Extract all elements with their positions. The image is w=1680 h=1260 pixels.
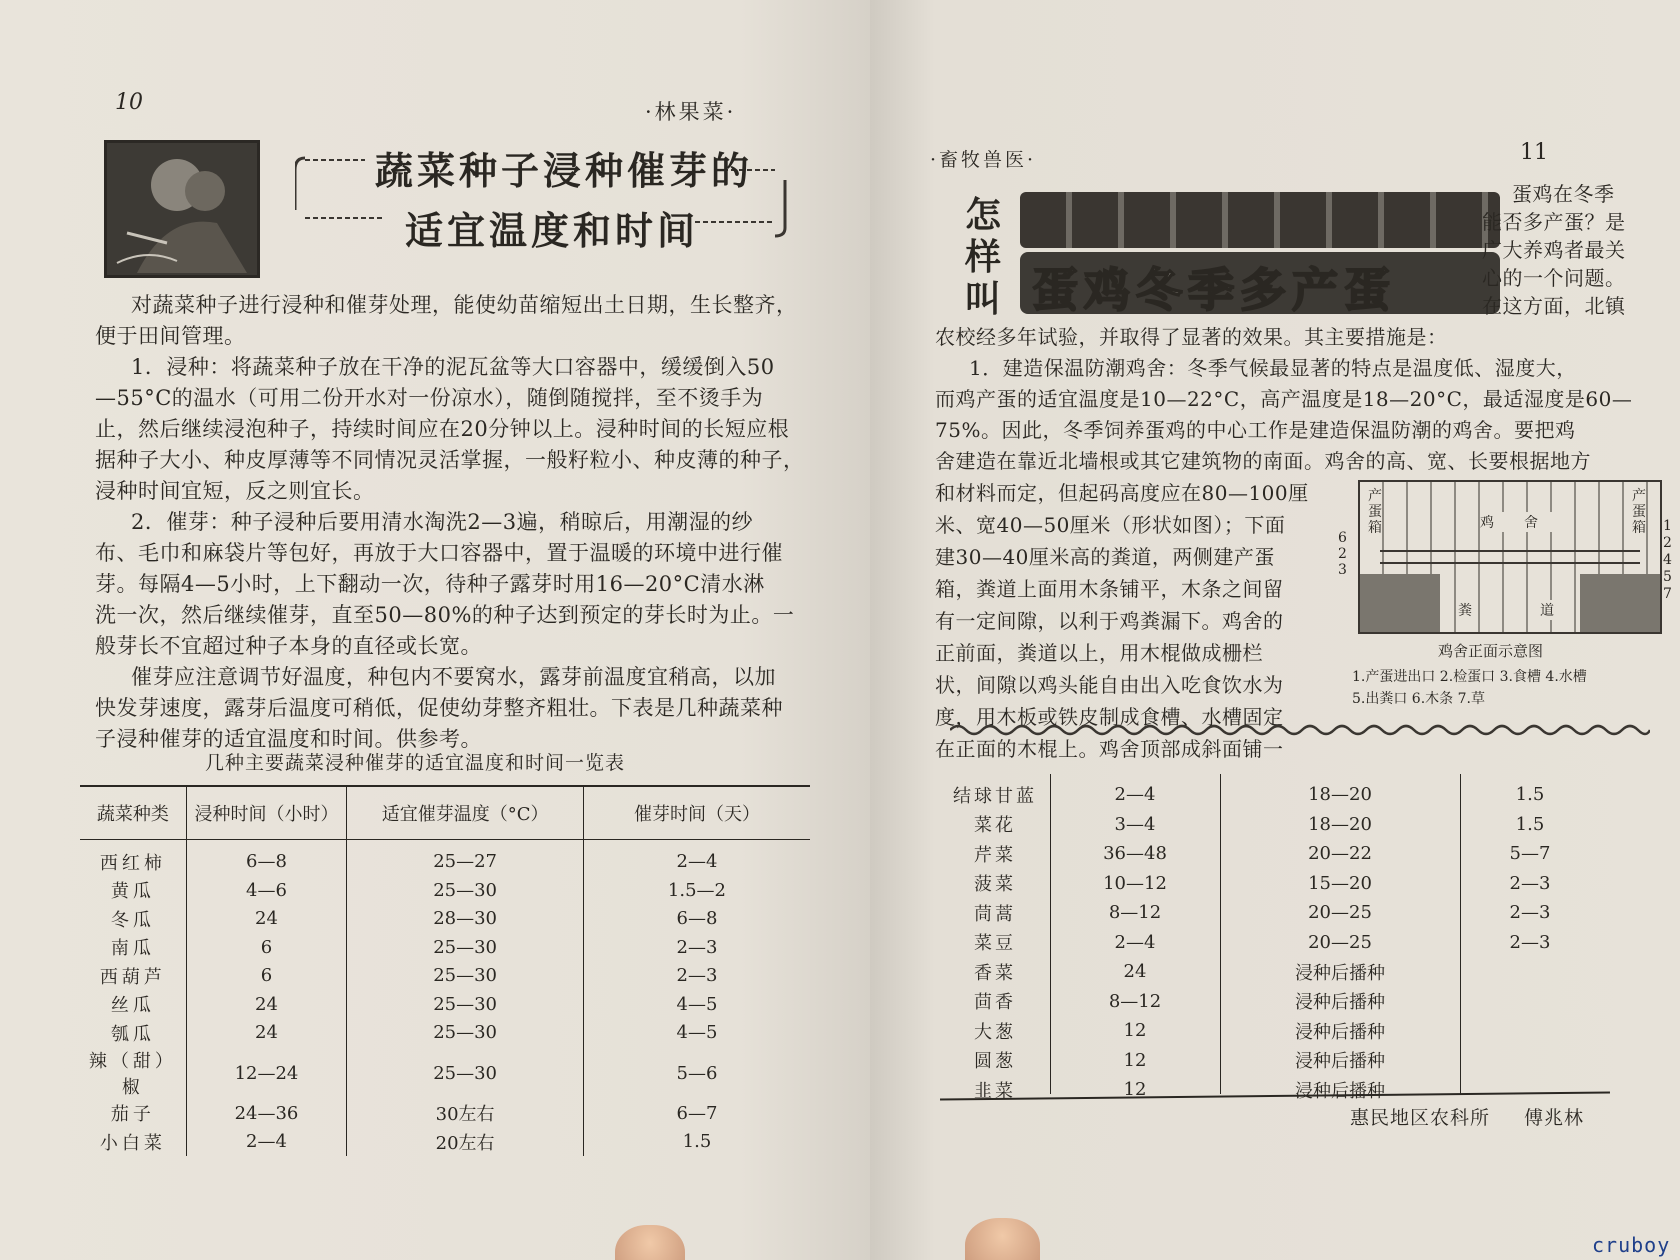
table-cell: 24 [186, 905, 347, 934]
right-section-label: ·畜牧兽医· [930, 149, 1037, 171]
paragraph-line: 1．浸种：将蔬菜种子放在干净的泥瓦盆等大口容器中，缓缓倒入50 [131, 355, 775, 379]
table-row [80, 933, 810, 962]
diagram-label: 产蛋箱 [1368, 488, 1382, 536]
table-cell: 西葫芦 [80, 962, 186, 991]
table-cell: 1.5 [682, 1131, 712, 1153]
table-cell: 芹菜 [974, 844, 1016, 866]
intro-line: 能否多产蛋？是 [1482, 210, 1626, 234]
paragraph-line: 农校经多年试验，并取得了显著的效果。其主要措施是： [935, 325, 1448, 349]
intro-line: 在这方面，北镇 [1482, 294, 1626, 318]
table-cell: 20—25 [1308, 931, 1372, 953]
table-cell: 6—8 [186, 839, 347, 876]
table-rule [1460, 774, 1461, 1094]
paragraph-line: 催芽应注意调节好温度，种包内不要窝水，露芽前温度宜稍高，以加 [131, 665, 776, 689]
table-row [940, 810, 1600, 840]
right-article-body [935, 322, 1635, 477]
table-cell: 30左右 [347, 1099, 584, 1128]
table-cell: 25—30 [347, 876, 584, 905]
diagram-label: 道 [1540, 600, 1554, 620]
paragraph-line: 状，间隙以鸡头能自由出入吃食饮水为 [935, 673, 1284, 697]
intro-line: 广大养鸡者最关 [1482, 238, 1626, 262]
table-cell: 1.5—2 [667, 879, 726, 901]
table-cell: 10—12 [1103, 872, 1167, 894]
table-cell: 浸种后播种 [1295, 1021, 1385, 1043]
table-row [80, 1047, 810, 1099]
left-page-number: 10 [115, 90, 143, 115]
diagram-num: 4 [1663, 552, 1672, 568]
table-row [940, 1075, 1600, 1105]
table-cell: 4—5 [676, 993, 718, 1015]
table-row [80, 1128, 810, 1157]
right-page [870, 0, 1680, 1260]
header-cell: 蔬菜种类 [80, 787, 186, 839]
paragraph-line: 对蔬菜种子进行浸种和催芽处理，能使幼苗缩短出土日期，生长整齐， [131, 293, 798, 317]
wave-divider [950, 722, 1650, 738]
table-title: 几种主要蔬菜浸种催芽的适宜温度和时间一览表 [205, 752, 626, 774]
table-row [80, 1019, 810, 1048]
table-cell: 12 [1123, 1020, 1147, 1042]
diagram-label: 产蛋箱 [1632, 488, 1646, 536]
paragraph-line: —55°C的温水（可用二份开水对一份凉水），随倒随搅拌，至不烫手为 [95, 386, 764, 410]
diagram-legend-1: 1.产蛋进出口 2.检蛋口 3.食槽 4.水槽 [1352, 669, 1587, 685]
paragraph-line: 箱，粪道上面用木条铺平，木条之间留 [935, 577, 1284, 601]
diagram-num: 5 [1663, 569, 1672, 585]
left-section-label: ·林果菜· [645, 100, 737, 124]
diagram-num: 2 [1338, 546, 1347, 562]
diagram-nums-left [1338, 530, 1347, 578]
table-cell: 5—7 [1509, 843, 1551, 865]
table-cell: 冬瓜 [80, 905, 186, 934]
paragraph-line: 建30—40厘米高的粪道，两侧建产蛋 [935, 545, 1275, 569]
paragraph-line: 和材料而定，但起码高度应在80—100厘 [935, 481, 1309, 505]
table-cell: 6 [186, 962, 347, 991]
table-cell: 12—24 [186, 1047, 347, 1099]
table-cell: 香菜 [974, 962, 1016, 984]
diagram-num: 1 [1663, 518, 1672, 534]
title-big: 蛋鸡冬季多产蛋 [1032, 263, 1396, 317]
table-row [940, 869, 1600, 899]
table-cell: 韭菜 [974, 1080, 1016, 1102]
table-cell: 24 [1123, 961, 1147, 983]
table-cell: 25—30 [347, 1019, 584, 1048]
table-cell: 4—5 [676, 1022, 718, 1044]
right-page-number: 11 [1520, 140, 1548, 165]
table-cell: 2—4 [1114, 931, 1156, 953]
left-article-body [95, 290, 815, 755]
table-cell: 浸种后播种 [1295, 992, 1385, 1014]
table-cell: 2—3 [1509, 872, 1551, 894]
table-cell: 18—20 [1308, 813, 1372, 835]
table-row [80, 962, 810, 991]
continued-table [940, 780, 1600, 1105]
paragraph-line: 洗一次，然后继续催芽，直至50—80%的种子达到预定的芽长时为止。一 [95, 603, 795, 627]
intro-line: 心的一个问题。 [1482, 266, 1626, 290]
table-cell: 2—4 [186, 1128, 347, 1157]
table-cell [1460, 987, 1600, 1017]
header-cell: 适宜催芽温度（°C） [347, 787, 584, 839]
table-row [940, 898, 1600, 928]
paragraph-line: 度，用木板或铁皮制成食槽、水槽固定 [935, 705, 1284, 729]
paragraph-line: 浸种时间宜短，反之则宜长。 [95, 479, 375, 503]
table-cell: 25—30 [347, 933, 584, 962]
table-cell [1460, 1016, 1600, 1046]
diagram-wall-right [1580, 574, 1660, 632]
table-cell: 瓠瓜 [80, 1019, 186, 1048]
table-cell: 丝瓜 [80, 990, 186, 1019]
table-cell: 结球甘蓝 [953, 785, 1037, 807]
table-cell: 辣（甜）椒 [80, 1047, 186, 1099]
diagram-num: 3 [1338, 562, 1347, 578]
paragraph-line: 止，然后继续浸泡种子，持续时间应在20分钟以上。浸种时间的长短应根 [95, 417, 790, 441]
table-cell: 小白菜 [80, 1128, 186, 1157]
table-cell: 黄瓜 [80, 876, 186, 905]
header-cell: 浸种时间（小时） [186, 787, 347, 839]
article-title-line2: 适宜温度和时间 [405, 209, 700, 253]
table-cell: 4—6 [186, 876, 347, 905]
table-cell: 大葱 [974, 1021, 1016, 1043]
table-row [80, 839, 810, 876]
diagram-wall-left [1360, 574, 1440, 632]
table-cell: 2—3 [1509, 902, 1551, 924]
table-cell: 20—22 [1308, 843, 1372, 865]
table-cell: 茄子 [80, 1099, 186, 1128]
table-cell: 20左右 [347, 1128, 584, 1157]
table-cell: 菜花 [974, 815, 1016, 837]
table-cell: 1.5 [1515, 813, 1545, 835]
diagram-num: 6 [1338, 530, 1347, 546]
intro-side-text [1482, 180, 1662, 320]
table-cell: 12 [1123, 1049, 1147, 1071]
paragraph-line: 舍建造在靠近北墙根或其它建筑物的南面。鸡舍的高、宽、长要根据地方 [935, 449, 1591, 473]
table-cell: 25—30 [347, 1047, 584, 1099]
table-row [940, 839, 1600, 869]
table-cell: 36—48 [1103, 843, 1167, 865]
paragraph-line: 米、宽40—50厘米（形状如图）；下面 [935, 513, 1286, 537]
table-cell: 2—4 [676, 851, 718, 873]
table-cell: 茴香 [974, 992, 1016, 1014]
table-cell: 8—12 [1108, 902, 1162, 924]
coop-diagram [1358, 480, 1662, 634]
table-cell: 12 [1123, 1079, 1147, 1101]
table-row [940, 957, 1600, 987]
table-row [80, 1099, 810, 1128]
table-cell: 6—7 [676, 1102, 718, 1124]
hens-illustration [1020, 192, 1500, 248]
table-cell: 菠菜 [974, 874, 1016, 896]
diagram-label: 鸡舍 [1480, 512, 1568, 532]
table-cell: 2—3 [676, 936, 718, 958]
table-rule [1050, 774, 1051, 1094]
table-row [940, 987, 1600, 1017]
table-cell: 5—6 [676, 1062, 718, 1084]
table-cell: 南瓜 [80, 933, 186, 962]
continued-table-grid [940, 780, 1600, 1105]
table-header-row [80, 787, 810, 839]
table-row [80, 905, 810, 934]
table-cell: 24—36 [186, 1099, 347, 1128]
paragraph-line: 快发芽速度，露芽后温度可稍低，促使幼芽整齐粗壮。下表是几种蔬菜种 [95, 696, 783, 720]
table-cell [1460, 1046, 1600, 1076]
table-cell: 20—25 [1308, 902, 1372, 924]
diagram-slats [1380, 550, 1640, 564]
table-cell: 3—4 [1114, 813, 1156, 835]
table-cell: 25—30 [347, 962, 584, 991]
paragraph-line: 有一定间隙，以利于鸡粪漏下。鸡舍的 [935, 609, 1284, 633]
table-cell: 15—20 [1308, 872, 1372, 894]
header-cell: 催芽时间（天） [633, 803, 760, 825]
paragraph-line: 布、毛巾和麻袋片等包好，再放于大口容器中，置于温暖的环境中进行催 [95, 541, 783, 565]
table-cell: 6—8 [676, 908, 718, 930]
vegetable-table [80, 785, 810, 1156]
table-cell: 2—3 [1509, 931, 1551, 953]
paragraph-line: 在正面的木棍上。鸡舍顶部成斜面铺一 [935, 737, 1284, 761]
paragraph-line: 正前面，粪道以上，用木棍做成栅栏 [935, 641, 1263, 665]
paragraph-line: 2．催芽：种子浸种后要用清水淘洗2—3遍，稍晾后，用潮湿的纱 [131, 510, 754, 534]
paragraph-line: 而鸡产蛋的适宜温度是10—22°C，高产温度是18—20°C，最适湿度是60— [935, 387, 1633, 411]
table-cell: 6 [186, 933, 347, 962]
title-small-vertical: 怎样叫 [965, 195, 1002, 320]
diagram-legend-2: 5.出粪口 6.木条 7.草 [1352, 691, 1485, 707]
woodcut-illustration [104, 140, 260, 278]
table-cell: 茼蒿 [974, 903, 1016, 925]
table-rule [1220, 774, 1221, 1094]
paragraph-line: 便于田间管理。 [95, 324, 246, 348]
table-cell: 2—3 [676, 965, 718, 987]
paragraph-line: 1．建造保温防潮鸡舍：冬季气候最显著的特点是温度低、湿度大， [969, 356, 1577, 380]
table-cell: 28—30 [347, 905, 584, 934]
intro-line: 蛋鸡在冬季 [1512, 182, 1615, 206]
credit-author: 傅兆林 [1524, 1107, 1585, 1129]
diagram-caption: 鸡舍正面示意图 [1438, 642, 1544, 660]
table-cell [1460, 957, 1600, 987]
table-cell: 圆葱 [974, 1051, 1016, 1073]
vegetable-table-grid [80, 787, 810, 1156]
table-cell: 25—30 [347, 990, 584, 1019]
diagram-nums-right [1663, 518, 1672, 603]
table-row [80, 876, 810, 905]
table-row [940, 1046, 1600, 1076]
diagram-label: 粪 [1458, 600, 1472, 620]
paragraph-line: 子浸种催芽的适宜温度和时间。供参考。 [95, 727, 482, 751]
paragraph-line: 75%。因此，冬季饲养蛋鸡的中心工作是建造保温防潮的鸡舍。要把鸡 [935, 418, 1576, 442]
table-cell: 8—12 [1108, 990, 1162, 1012]
finger [615, 1225, 685, 1260]
diagram-num: 7 [1663, 586, 1672, 602]
table-cell: 浸种后播种 [1295, 1080, 1385, 1102]
table-row [940, 1016, 1600, 1046]
table-cell: 1.5 [1515, 784, 1545, 806]
paragraph-line: 般芽长不宜超过种子本身的直径或长宽。 [95, 634, 482, 658]
table-cell: 2—4 [1114, 784, 1156, 806]
table-cell: 25—27 [347, 839, 584, 876]
table-cell: 浸种后播种 [1295, 1051, 1385, 1073]
paragraph-line: 据种子大小、种皮厚薄等不同情况灵活掌握，一般籽粒小、种皮薄的种子， [95, 448, 805, 472]
table-cell: 菜豆 [974, 933, 1016, 955]
credit-org: 惠民地区农科所 [1350, 1107, 1491, 1129]
table-row [80, 990, 810, 1019]
watermark: cruboy [1592, 1233, 1671, 1257]
table-cell [1460, 1075, 1600, 1105]
table-cell: 24 [186, 1019, 347, 1048]
table-cell: 浸种后播种 [1295, 962, 1385, 984]
article-title-line1: 蔬菜种子浸种催芽的 [375, 149, 754, 193]
table-row [940, 780, 1600, 810]
diagram-num: 2 [1663, 535, 1672, 551]
table-cell: 西红柿 [80, 839, 186, 876]
table-cell: 18—20 [1308, 784, 1372, 806]
paragraph-line: 芽。每隔4—5小时，上下翻动一次，待种子露芽时用16—20°C清水淋 [95, 572, 765, 596]
table-row [940, 928, 1600, 958]
finger [965, 1218, 1040, 1260]
table-cell: 24 [186, 990, 347, 1019]
